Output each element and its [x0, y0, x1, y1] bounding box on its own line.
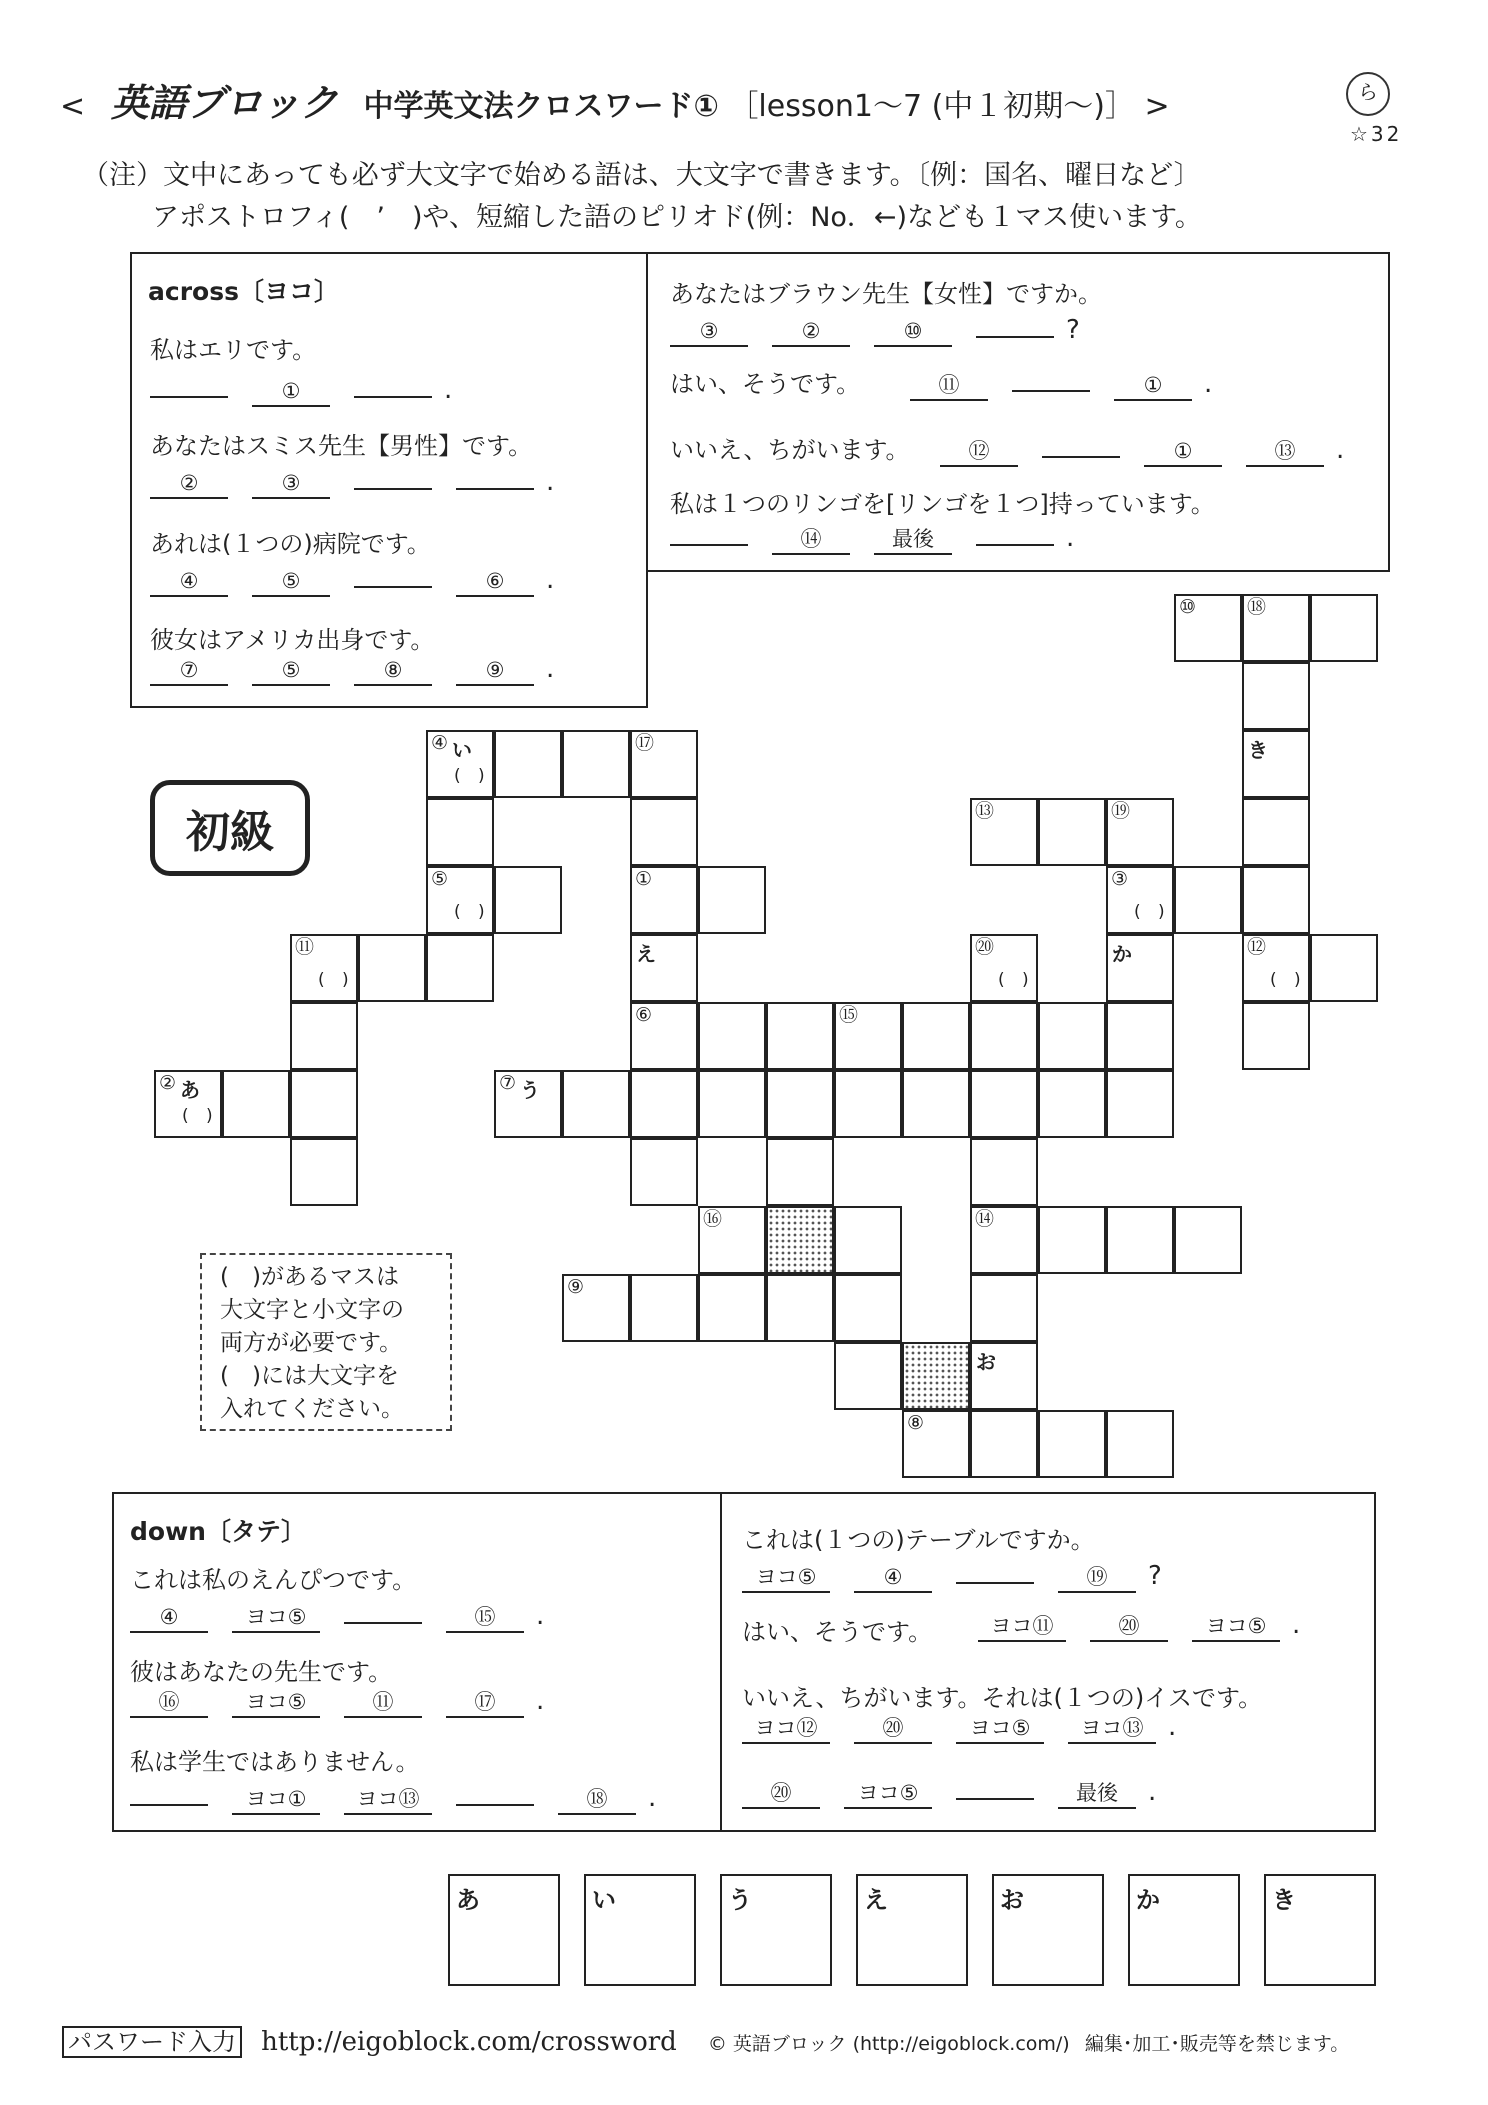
- clue-text: いいえ、ちがいます。: [670, 436, 910, 464]
- down-heading: down〔タテ〕: [130, 1517, 306, 1546]
- crossword-cell[interactable]: [290, 1002, 358, 1070]
- password-letter-marker: あ: [180, 1078, 200, 1102]
- password-label: パスワード入力: [62, 2026, 242, 2058]
- crossword-cell[interactable]: [1106, 866, 1174, 934]
- answer-blank[interactable]: [456, 460, 534, 490]
- clue-text: いいえ、ちがいます。それは(１つの)イスです。: [742, 1684, 1263, 1712]
- crossword-cell[interactable]: [562, 730, 630, 798]
- across-heading: across〔ヨコ〕: [148, 277, 339, 306]
- password-letter-marker: え: [636, 942, 656, 966]
- password-answer-box[interactable]: [856, 1874, 968, 1986]
- clue-number: ⑲: [1111, 800, 1131, 822]
- answer-blank[interactable]: [976, 516, 1054, 546]
- answer-blanks: [978, 1610, 1312, 1642]
- crossword-cell[interactable]: [154, 1070, 222, 1138]
- answer-blank[interactable]: ①: [1114, 371, 1192, 401]
- crossword-cell[interactable]: [834, 1274, 902, 1342]
- crossword-cell[interactable]: [1038, 1002, 1106, 1070]
- down-box-divider: [720, 1492, 722, 1832]
- clue-number: ⑮: [839, 1004, 859, 1026]
- clue-number: ⑥: [635, 1004, 653, 1026]
- answer-blank[interactable]: ⑳: [1090, 1612, 1168, 1642]
- crossword-cell[interactable]: [766, 1274, 834, 1342]
- answer-blanks: [150, 558, 566, 597]
- copyright: © 英語ブロック (http://eigoblock.com/): [707, 2033, 1070, 2055]
- capital-note: [200, 1253, 452, 1431]
- answer-blank[interactable]: ⑤: [252, 656, 330, 686]
- answer-blank[interactable]: [956, 1770, 1034, 1800]
- clue-text: 私は学生ではありません。: [130, 1748, 420, 1776]
- capital-marker: ( ): [454, 902, 491, 922]
- crossword-cell[interactable]: [630, 866, 698, 934]
- clue-text: 彼はあなたの先生です。: [130, 1658, 393, 1686]
- clue-punctuation: .: [1292, 1610, 1301, 1640]
- answer-blank[interactable]: ⑬: [1246, 437, 1324, 467]
- crossword-cell[interactable]: [902, 1002, 970, 1070]
- answer-blank[interactable]: [354, 460, 432, 490]
- worksheet-header: [60, 72, 1170, 127]
- password-answer-box[interactable]: [448, 1874, 560, 1986]
- page-title: 中学英文法クロスワード①: [363, 89, 719, 124]
- crossword-cell[interactable]: [1242, 934, 1310, 1002]
- crossword-cell[interactable]: [1242, 594, 1310, 662]
- clue-punctuation: ?: [1148, 1561, 1162, 1591]
- answer-blank[interactable]: ⑭: [772, 525, 850, 555]
- crossword-cell[interactable]: [1242, 662, 1310, 730]
- clue-punctuation: .: [1204, 369, 1213, 399]
- answer-blank[interactable]: ①: [1144, 437, 1222, 467]
- rights-notice: 編集･加工･販売等を禁じます。: [1084, 2033, 1350, 2055]
- clue-number: ⑱: [1247, 596, 1267, 618]
- password-letter-marker: お: [976, 1350, 996, 1374]
- crossword-cell[interactable]: [970, 1002, 1038, 1070]
- answer-blanks: [742, 1554, 1174, 1593]
- clue-text: 私は１つのリンゴを[リンゴを１つ]持っています。: [670, 490, 1215, 518]
- crossword-cell[interactable]: [426, 798, 494, 866]
- clue-number: ⑳: [975, 936, 995, 958]
- crossword-cell[interactable]: [766, 1070, 834, 1138]
- answer-blank[interactable]: ヨコ⑤: [742, 1563, 830, 1593]
- note-line-1: （注）文中にあっても必ず大文字で始める語は、大文字で書きます。〔例：国名、曜日など〕: [82, 160, 1201, 191]
- capital-note-line: 入れてください。: [220, 1396, 404, 1422]
- clue-number: ⑪: [295, 936, 315, 958]
- crossword-cell[interactable]: [970, 1070, 1038, 1138]
- clue-text: あれは(１つの)病院です。: [150, 530, 431, 558]
- crossword-cell[interactable]: [698, 1002, 766, 1070]
- password-answer-box[interactable]: [1128, 1874, 1240, 1986]
- clue-punctuation: .: [1148, 1777, 1157, 1807]
- answer-blank[interactable]: ヨコ⑬: [1068, 1714, 1156, 1744]
- answer-blanks: [130, 1686, 556, 1718]
- crossword-cell[interactable]: [1106, 1410, 1174, 1478]
- answer-blanks: [670, 308, 1092, 347]
- answer-blank[interactable]: ⑪: [344, 1688, 422, 1718]
- answer-blank[interactable]: ②: [772, 317, 850, 347]
- answer-box-label: か: [1136, 1886, 1160, 1914]
- clue-number: ②: [159, 1072, 177, 1094]
- password-answer-box[interactable]: [720, 1874, 832, 1986]
- answer-blank[interactable]: ④: [130, 1603, 208, 1633]
- header-close-bracket: >: [1144, 89, 1170, 124]
- answer-blank[interactable]: ⑦: [150, 656, 228, 686]
- clue-punctuation: .: [1336, 435, 1345, 465]
- crossword-cell[interactable]: [290, 934, 358, 1002]
- crossword-cell[interactable]: [1106, 1002, 1174, 1070]
- clue-number: ⑯: [703, 1208, 723, 1230]
- answer-blank[interactable]: ヨコ⑤: [232, 1603, 320, 1633]
- clue-text: 彼女はアメリカ出身です。: [150, 626, 435, 654]
- answer-blank[interactable]: ②: [150, 469, 228, 499]
- answer-box-label: い: [592, 1886, 616, 1914]
- crossword-cell[interactable]: [630, 1070, 698, 1138]
- crossword-cell[interactable]: [426, 730, 494, 798]
- answer-blanks: [150, 460, 566, 499]
- password-answer-box[interactable]: [992, 1874, 1104, 1986]
- answer-blank[interactable]: 最後: [874, 525, 952, 555]
- shaded-cell: [902, 1342, 970, 1410]
- answer-blanks: [670, 516, 1086, 555]
- capital-note-line: ( )があるマスは: [220, 1264, 399, 1290]
- crossword-cell[interactable]: [1038, 1410, 1106, 1478]
- crossword-cell[interactable]: [766, 1138, 834, 1206]
- clue-text: はい、そうです。: [742, 1618, 933, 1646]
- answer-blank[interactable]: ヨコ⑤: [844, 1779, 932, 1809]
- answer-blanks: [742, 1712, 1188, 1744]
- answer-blanks: [150, 368, 464, 407]
- clue-text: あなたはスミス先生【男性】です。: [150, 432, 533, 460]
- stamp-icon: ら: [1346, 72, 1390, 116]
- answer-blank[interactable]: [354, 368, 432, 398]
- clue-punctuation: .: [546, 565, 555, 595]
- answer-blank[interactable]: ⑯: [130, 1688, 208, 1718]
- crossword-cell[interactable]: [1310, 934, 1378, 1002]
- answer-blank[interactable]: [354, 558, 432, 588]
- crossword-cell[interactable]: [970, 934, 1038, 1002]
- crossword-cell[interactable]: [1242, 798, 1310, 866]
- capital-marker: ( ): [182, 1106, 219, 1126]
- answer-blank[interactable]: ①: [252, 377, 330, 407]
- password-url-link[interactable]: http://eigoblock.com/crossword: [261, 2027, 677, 2057]
- crossword-cell[interactable]: [494, 1070, 562, 1138]
- answer-blank[interactable]: [956, 1554, 1034, 1584]
- answer-blanks: [130, 1594, 556, 1633]
- level-badge: 初級: [150, 780, 310, 876]
- crossword-cell[interactable]: [834, 1206, 902, 1274]
- clue-number: ⑬: [975, 800, 995, 822]
- crossword-cell[interactable]: [698, 1206, 766, 1274]
- crossword-cell[interactable]: [970, 1206, 1038, 1274]
- crossword-cell[interactable]: [970, 1410, 1038, 1478]
- brand-logo: 英語ブロック: [110, 80, 338, 125]
- answer-blanks: [150, 654, 566, 686]
- answer-blank[interactable]: ④: [150, 567, 228, 597]
- crossword-cell[interactable]: [1174, 594, 1242, 662]
- answer-box-label: え: [864, 1886, 888, 1914]
- clue-punctuation: .: [444, 375, 453, 405]
- answer-blank[interactable]: ⑲: [1058, 1563, 1136, 1593]
- clue-number: ⑫: [1247, 936, 1267, 958]
- clue-punctuation: .: [546, 654, 555, 684]
- answer-blank[interactable]: ヨコ⑬: [344, 1785, 432, 1815]
- footer: [62, 2022, 1349, 2057]
- answer-box-label: お: [1000, 1886, 1024, 1914]
- clue-punctuation: .: [536, 1601, 545, 1631]
- clue-text: これは私のえんぴつです。: [130, 1566, 417, 1594]
- answer-blank[interactable]: ヨコ⑫: [742, 1714, 830, 1744]
- password-answer-box[interactable]: [584, 1874, 696, 1986]
- worksheet-number: ☆32: [1350, 122, 1403, 146]
- crossword-cell[interactable]: [1106, 798, 1174, 866]
- answer-blanks: [910, 362, 1224, 401]
- answer-blank[interactable]: [344, 1594, 422, 1624]
- crossword-cell[interactable]: [630, 934, 698, 1002]
- answer-blank[interactable]: [150, 368, 228, 398]
- clue-number: ⑦: [499, 1072, 517, 1094]
- crossword-cell[interactable]: [358, 934, 426, 1002]
- password-letter-marker: い: [452, 738, 472, 762]
- clue-number: ④: [431, 732, 449, 754]
- crossword-cell[interactable]: [970, 1138, 1038, 1206]
- capital-marker: ( ): [454, 766, 491, 786]
- clue-text: これは(１つの)テーブルですか。: [742, 1526, 1095, 1554]
- crossword-cell[interactable]: [290, 1070, 358, 1138]
- crossword-cell[interactable]: [1106, 934, 1174, 1002]
- answer-blank[interactable]: ⑥: [456, 567, 534, 597]
- answer-blank[interactable]: ⑳: [854, 1714, 932, 1744]
- clue-punctuation: ?: [1066, 315, 1080, 345]
- clue-number: ③: [1111, 868, 1129, 890]
- clue-text: はい、そうです。: [670, 370, 861, 398]
- answer-blank[interactable]: [1012, 362, 1090, 392]
- crossword-cell[interactable]: [1310, 594, 1378, 662]
- answer-blank[interactable]: ⑳: [742, 1779, 820, 1809]
- clue-punctuation: .: [648, 1783, 657, 1813]
- crossword-cell[interactable]: [1038, 1206, 1106, 1274]
- crossword-cell[interactable]: [630, 730, 698, 798]
- password-letter-marker: き: [1248, 738, 1268, 762]
- answer-blanks: [130, 1776, 668, 1815]
- capital-note-line: 両方が必要です。: [220, 1330, 403, 1356]
- crossword-cell[interactable]: [426, 866, 494, 934]
- answer-blank[interactable]: ⑫: [940, 437, 1018, 467]
- shaded-cell: [766, 1206, 834, 1274]
- crossword-cell[interactable]: [1106, 1206, 1174, 1274]
- note-line-2: アポストロフィ( ’ )や、短縮した語のピリオド(例：No．←)なども１マス使います。: [152, 202, 1202, 233]
- capital-note-line: ( )には大文字を: [220, 1363, 399, 1389]
- answer-blank[interactable]: [1042, 428, 1120, 458]
- answer-blank[interactable]: [130, 1776, 208, 1806]
- clue-punctuation: .: [1066, 523, 1075, 553]
- answer-blank[interactable]: ⑧: [354, 656, 432, 686]
- password-answer-box[interactable]: [1264, 1874, 1376, 1986]
- answer-blank[interactable]: ヨコ⑤: [956, 1714, 1044, 1744]
- crossword-cell[interactable]: [766, 1002, 834, 1070]
- clue-text: あなたはブラウン先生【女性】ですか。: [670, 280, 1102, 308]
- answer-blank[interactable]: ③: [252, 469, 330, 499]
- clue-text: 私はエリです。: [150, 336, 317, 364]
- crossword-cell[interactable]: [1174, 1206, 1242, 1274]
- answer-blank[interactable]: ③: [670, 317, 748, 347]
- answer-blanks: [940, 428, 1356, 467]
- crossword-cell[interactable]: [562, 1070, 630, 1138]
- answer-blank[interactable]: ヨコ①: [232, 1785, 320, 1815]
- crossword-cell[interactable]: [698, 1070, 766, 1138]
- answer-blank[interactable]: [456, 1776, 534, 1806]
- answer-blank[interactable]: [670, 516, 748, 546]
- capital-marker: ( ): [1270, 970, 1307, 990]
- crossword-cell[interactable]: [290, 1138, 358, 1206]
- answer-blank[interactable]: ⑮: [446, 1603, 524, 1633]
- answer-box-label: き: [1272, 1886, 1296, 1914]
- crossword-cell[interactable]: [494, 866, 562, 934]
- crossword-cell[interactable]: [426, 934, 494, 1002]
- answer-blank[interactable]: ⑤: [252, 567, 330, 597]
- answer-blank[interactable]: ヨコ⑪: [978, 1612, 1066, 1642]
- clue-number: ①: [635, 868, 653, 890]
- answer-blank[interactable]: ヨコ⑤: [1192, 1612, 1280, 1642]
- crossword-cell[interactable]: [902, 1070, 970, 1138]
- crossword-cell[interactable]: [1038, 798, 1106, 866]
- answer-blank[interactable]: ⑩: [874, 317, 952, 347]
- clue-number: ⑰: [635, 732, 655, 754]
- crossword-cell[interactable]: [1038, 1070, 1106, 1138]
- capital-marker: ( ): [1134, 902, 1171, 922]
- clue-number: ⑤: [431, 868, 449, 890]
- clue-number: ⑨: [567, 1276, 585, 1298]
- answer-blanks: [742, 1770, 1168, 1809]
- answer-blank[interactable]: ⑰: [446, 1688, 524, 1718]
- answer-blank[interactable]: [976, 308, 1054, 338]
- lesson-range: ［lesson1～7 (中１初期～)］: [728, 89, 1135, 124]
- crossword-cell[interactable]: [698, 1274, 766, 1342]
- capital-marker: ( ): [998, 970, 1035, 990]
- clue-number: ⑭: [975, 1208, 995, 1230]
- clue-punctuation: .: [1168, 1712, 1177, 1742]
- crossword-cell[interactable]: [902, 1410, 970, 1478]
- crossword-cell[interactable]: [970, 1274, 1038, 1342]
- crossword-cell[interactable]: [222, 1070, 290, 1138]
- answer-blank[interactable]: ヨコ⑤: [232, 1688, 320, 1718]
- crossword-cell[interactable]: [970, 798, 1038, 866]
- header-open-bracket: <: [60, 89, 86, 124]
- answer-blank[interactable]: ⑪: [910, 371, 988, 401]
- capital-marker: ( ): [318, 970, 355, 990]
- crossword-cell[interactable]: [1174, 866, 1242, 934]
- crossword-cell[interactable]: [1242, 1002, 1310, 1070]
- clue-number: ⑩: [1179, 596, 1197, 618]
- crossword-cell[interactable]: [630, 798, 698, 866]
- answer-box-label: う: [728, 1886, 752, 1914]
- crossword-cell[interactable]: [834, 1342, 902, 1410]
- clue-punctuation: .: [546, 467, 555, 497]
- crossword-cell[interactable]: [1242, 730, 1310, 798]
- password-letter-marker: か: [1112, 942, 1132, 966]
- clue-punctuation: .: [536, 1686, 545, 1716]
- crossword-cell[interactable]: [630, 1002, 698, 1070]
- crossword-cell[interactable]: [1106, 1070, 1174, 1138]
- crossword-cell[interactable]: [630, 1138, 698, 1206]
- answer-blank[interactable]: ⑨: [456, 656, 534, 686]
- crossword-cell[interactable]: [562, 1274, 630, 1342]
- crossword-cell[interactable]: [834, 1070, 902, 1138]
- answer-blank[interactable]: 最後: [1058, 1779, 1136, 1809]
- crossword-cell[interactable]: [494, 730, 562, 798]
- answer-blank[interactable]: ④: [854, 1563, 932, 1593]
- capital-note-line: 大文字と小文字の: [220, 1297, 404, 1323]
- crossword-cell[interactable]: [1242, 866, 1310, 934]
- clue-number: ⑧: [907, 1412, 925, 1434]
- crossword-cell[interactable]: [630, 1274, 698, 1342]
- crossword-cell[interactable]: [970, 1342, 1038, 1410]
- crossword-cell[interactable]: [698, 866, 766, 934]
- crossword-cell[interactable]: [834, 1002, 902, 1070]
- answer-blank[interactable]: ⑱: [558, 1785, 636, 1815]
- answer-box-label: あ: [456, 1886, 480, 1914]
- password-letter-marker: う: [520, 1078, 540, 1102]
